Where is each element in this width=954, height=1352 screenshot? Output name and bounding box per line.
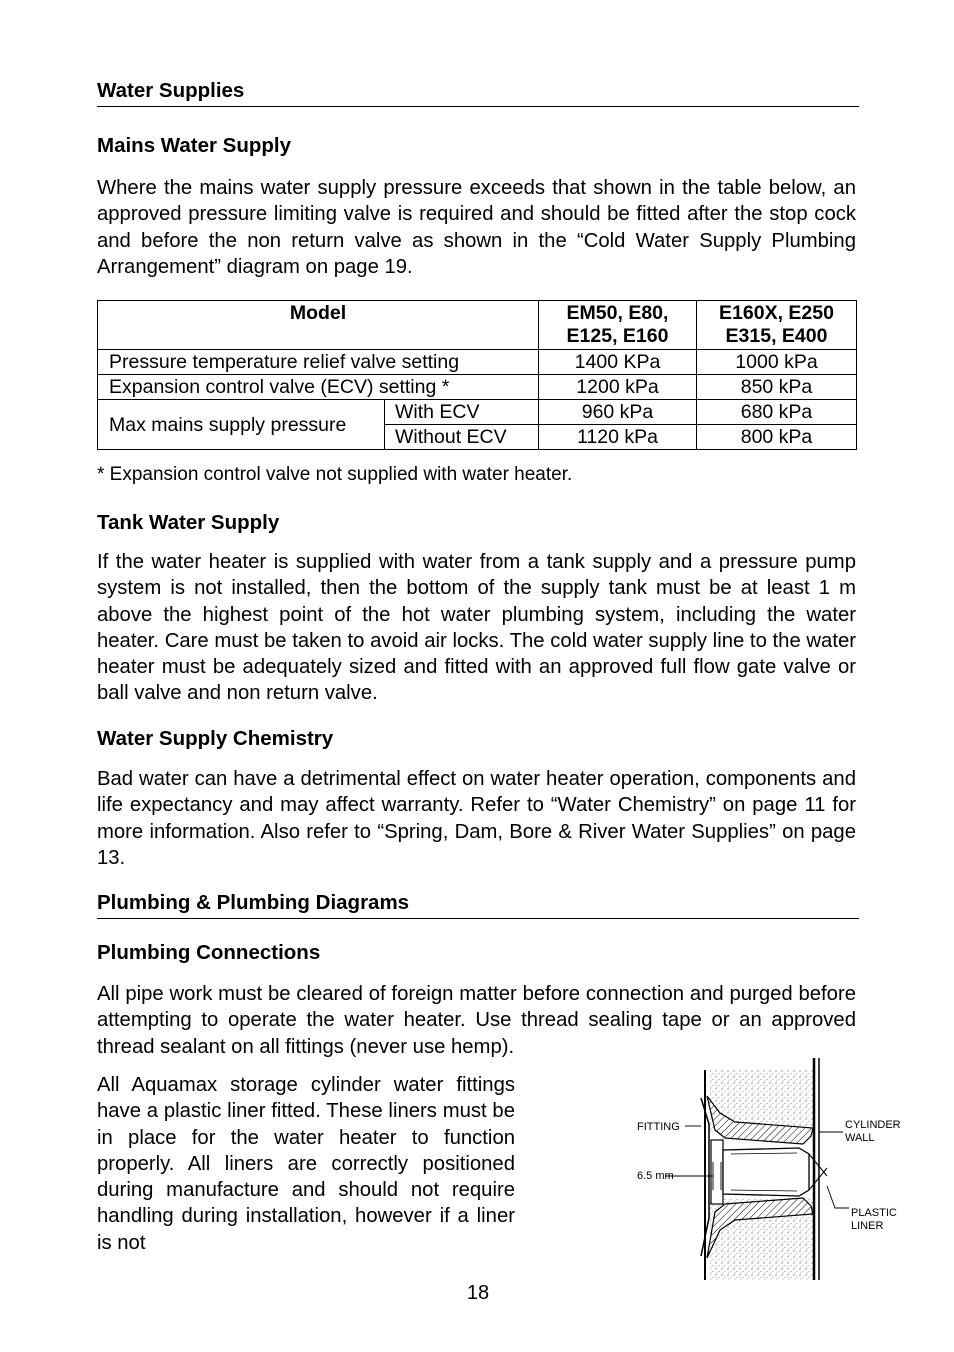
header-large-models: E160X, E250 E315, E400 xyxy=(697,301,857,350)
cell-value: 850 kPa xyxy=(697,375,857,400)
cell-value: 1400 KPa xyxy=(539,350,697,375)
label-dimension: 6.5 mm xyxy=(637,1170,674,1182)
heading-tank-water-supply: Tank Water Supply xyxy=(97,511,280,534)
cell-value: 960 kPa xyxy=(539,400,697,425)
label-plastic-liner-line1: PLASTIC xyxy=(851,1207,897,1219)
row-label: Expansion control valve (ECV) setting * xyxy=(98,375,539,400)
leader-liner xyxy=(827,1186,849,1208)
table-footnote: * Expansion control valve not supplied with water heater. xyxy=(97,464,573,485)
label-cylinder-wall-line2: WALL xyxy=(845,1132,875,1144)
table-header-row xyxy=(98,301,857,350)
label-plastic-liner-line2: LINER xyxy=(851,1220,884,1232)
sub-label: With ECV xyxy=(385,400,539,425)
liner-lip xyxy=(809,1168,827,1190)
row-label: Pressure temperature relief valve setting xyxy=(98,350,539,375)
heading-mains-water-supply: Mains Water Supply xyxy=(97,134,292,157)
heading-water-supply-chemistry: Water Supply Chemistry xyxy=(97,727,334,750)
plastic-liner xyxy=(723,1148,809,1196)
section-title-plumbing: Plumbing & Plumbing Diagrams xyxy=(97,891,859,919)
cell-value: 680 kPa xyxy=(697,400,857,425)
paragraph-water-supply-chemistry: Bad water can have a detrimental effect on water heater operation, components and life expectancy and may affect warranty. Refer to “Water Chemistry” on page 11 for more information. Also refer to “Spring, Dam, Bore & River Water Supplies” on page 13. xyxy=(97,768,856,869)
section-title-water-supplies: Water Supplies xyxy=(97,79,859,107)
cell-value: 800 kPa xyxy=(697,425,857,450)
paragraph-plastic-liner: All Aquamax storage cylinder water fittings have a plastic liner fitted. These liners must be in place for the water heater to function properly. All liners are correctly positioned during manufacture and should not require handling during installation, however if a liner is not xyxy=(97,1074,515,1254)
cell-value: 1200 kPa xyxy=(539,375,697,400)
pressure-table xyxy=(97,300,857,450)
table-row xyxy=(98,400,857,425)
document-page xyxy=(97,0,901,1352)
paragraph-mains-water-supply: Where the mains water supply pressure exceeds that shown in the table below, an approved pressure limiting valve is required and should be fitted after the stop cock and before the non return valve as shown in the “Cold Water Supply Plumbing Arrangement” diagram on page 19. xyxy=(97,177,856,278)
sub-label: Without ECV xyxy=(385,425,539,450)
cell-value: 1120 kPa xyxy=(539,425,697,450)
label-fitting: FITTING xyxy=(637,1121,680,1133)
table-row xyxy=(98,375,857,400)
header-model: Model xyxy=(98,301,539,350)
page-number: 18 xyxy=(466,1282,490,1304)
label-cylinder-wall-line1: CYLINDER xyxy=(845,1119,901,1131)
fitting-liner-diagram xyxy=(535,1058,901,1280)
paragraph-plumbing-connections: All pipe work must be cleared of foreign matter before connection and purged before attempting to operate the water heater. Use thread sealing tape or an approved thread sealant on all fittings (never use hemp). xyxy=(97,983,856,1058)
liner-lip xyxy=(809,1154,827,1176)
row-label-max-pressure: Max mains supply pressure xyxy=(98,400,385,450)
cell-value: 1000 kPa xyxy=(697,350,857,375)
header-small-models: EM50, E80, E125, E160 xyxy=(539,301,697,350)
paragraph-tank-water-supply: If the water heater is supplied with water from a tank supply and a pressure pump system is not installed, then the bottom of the supply tank must be at least 1 m above the highest point of the hot water plumbing system, including the water heater. Care must be taken to avoid air locks. The cold water supply line to the water heater must be adequately sized and fitted with an approved full flow gate valve or ball valve and non return valve. xyxy=(97,551,856,705)
heading-plumbing-connections: Plumbing Connections xyxy=(97,941,321,964)
table-row xyxy=(98,350,857,375)
